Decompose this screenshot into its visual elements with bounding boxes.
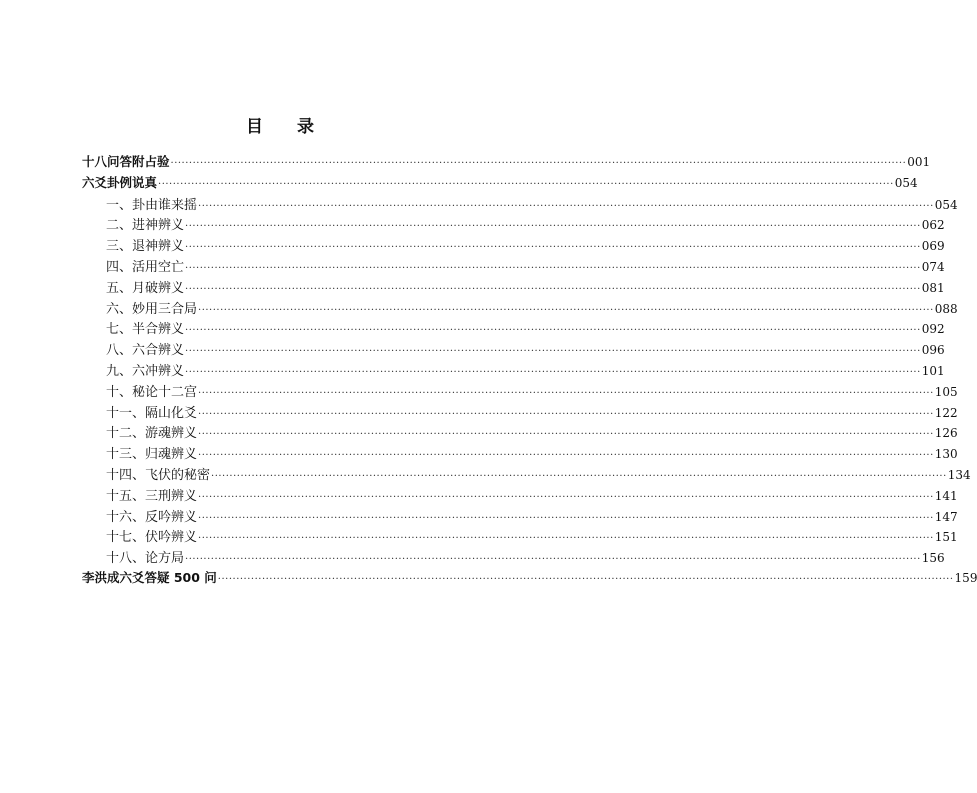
toc-page-number: 105: [934, 384, 958, 399]
toc-entry-label: 六爻卦例说真: [82, 174, 158, 190]
toc-dot-leader: ········································································································································································································: [198, 200, 934, 212]
toc-section-entry: [82, 360, 945, 381]
toc-page-number: 081: [921, 280, 945, 295]
toc-entry-label: 十、秘论十二宫: [106, 384, 198, 400]
toc-page-number: 092: [921, 322, 945, 337]
toc-page-number: 134: [947, 467, 971, 482]
toc-entry-label: 十三、归魂辨义: [106, 447, 198, 463]
toc-entry-label: 三、退神辨义: [106, 239, 185, 255]
toc-dot-leader: ········································································································································································································: [185, 366, 921, 378]
toc-chapter-entry: [82, 568, 977, 589]
toc-section-entry: [82, 256, 945, 277]
toc-dot-leader: ········································································································································································································: [185, 325, 921, 337]
toc-page-number: 126: [934, 426, 958, 441]
toc-page-number: 130: [934, 447, 958, 462]
page-title: 目 录: [246, 117, 328, 137]
toc-dot-leader: ········································································································································································································: [198, 387, 934, 399]
toc-entry-label: 十四、飞伏的秘密: [106, 467, 211, 483]
toc-page-number: 101: [921, 363, 945, 378]
toc-entry-label: 二、进神辨义: [106, 218, 185, 234]
toc-section-entry: [82, 298, 958, 319]
toc-page-number: 147: [934, 509, 958, 524]
toc-page-number: 141: [934, 488, 958, 503]
toc-page-number: 122: [934, 405, 958, 420]
toc-entry-label: 十六、反吟辨义: [106, 509, 198, 525]
toc-dot-leader: ········································································································································································································: [198, 429, 934, 441]
toc-dot-leader: ········································································································································································································: [198, 512, 934, 524]
toc-entry-label: 十八问答附占验: [82, 154, 170, 169]
toc-dot-leader: ········································································································································································································: [198, 408, 934, 420]
toc-dot-leader: ········································································································································································································: [185, 262, 921, 274]
toc-section-entry: [82, 506, 958, 527]
toc-chapter-entry: [82, 173, 918, 194]
toc-dot-leader: ········································································································································································································: [158, 178, 894, 190]
toc-page-number: 088: [934, 301, 958, 316]
toc-page-number: 074: [921, 259, 945, 274]
toc-section-entry: [82, 422, 958, 443]
toc-dot-leader: ········································································································································································································: [198, 450, 934, 462]
toc-dot-leader: ········································································································································································································: [198, 533, 934, 545]
toc-entry-label: 四、活用空亡: [106, 259, 185, 275]
toc-dot-leader: ········································································································································································································: [185, 554, 921, 566]
toc-page-number: 156: [921, 551, 945, 566]
toc-entry-label: 十五、三刑辨义: [106, 488, 198, 504]
toc-page-number: 054: [934, 197, 958, 212]
toc-dot-leader: ········································································································································································································: [217, 573, 954, 585]
toc-page-number: 001: [907, 155, 931, 169]
toc-dot-leader: ········································································································································································································: [185, 242, 921, 254]
toc-dot-leader: ········································································································································································································: [211, 470, 947, 482]
toc-dot-leader: ········································································································································································································: [198, 304, 934, 316]
toc-page-number: 054: [894, 175, 918, 190]
toc-section-entry: [82, 547, 945, 568]
toc-page-number: 069: [921, 239, 945, 254]
toc-dot-leader: ········································································································································································································: [185, 283, 921, 295]
toc-page-number: 151: [934, 530, 958, 545]
toc-section-entry: [82, 339, 945, 360]
toc-page-number: 159: [954, 570, 977, 585]
toc-entry-label: 十一、隔山化爻: [106, 405, 198, 421]
toc-dot-leader: ········································································································································································································: [198, 491, 934, 503]
toc-entry-label: 七、半合辨义: [106, 322, 185, 338]
toc-section-entry: [82, 277, 945, 298]
toc-chapter-entry: [82, 152, 931, 173]
toc-section-entry: [82, 443, 958, 464]
table-of-contents: [82, 152, 977, 589]
toc-dot-leader: ········································································································································································································: [185, 221, 921, 233]
toc-entry-label: 十二、游魂辨义: [106, 426, 198, 442]
toc-entry-label: 十八、论方局: [106, 551, 185, 567]
toc-entry-label: 十七、伏吟辨义: [106, 530, 198, 546]
toc-entry-label: 六、妙用三合局: [106, 301, 198, 317]
toc-entry-label: 八、六合辨义: [106, 343, 185, 359]
toc-section-entry: [82, 214, 945, 235]
toc-entry-label: 一、卦由谁来摇: [106, 197, 198, 213]
toc-section-entry: [82, 194, 958, 215]
toc-page-number: 062: [921, 218, 945, 233]
toc-entry-label: 李洪成六爻答疑 500 问: [82, 569, 217, 585]
toc-section-entry: [82, 318, 945, 339]
toc-section-entry: [82, 526, 958, 547]
toc-page-number: 096: [921, 343, 945, 358]
toc-section-entry: [82, 464, 971, 485]
toc-section-entry: [82, 235, 945, 256]
toc-section-entry: [82, 485, 958, 506]
toc-dot-leader: ········································································································································································································: [170, 158, 907, 169]
toc-section-entry: [82, 402, 958, 423]
toc-section-entry: [82, 381, 958, 402]
toc-dot-leader: ········································································································································································································: [185, 346, 921, 358]
toc-entry-label: 九、六冲辨义: [106, 363, 185, 379]
toc-entry-label: 五、月破辨义: [106, 280, 185, 296]
